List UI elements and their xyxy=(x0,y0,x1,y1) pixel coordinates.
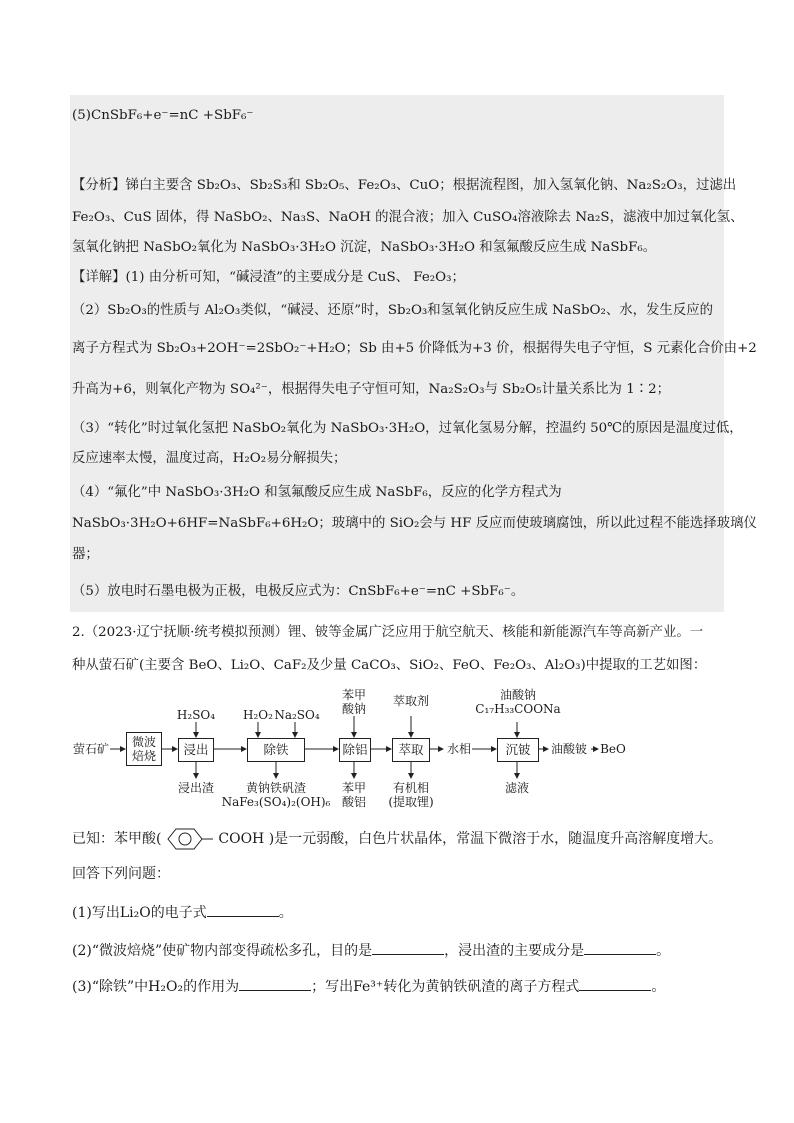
flow-box-remove-aluminum: 除铝 xyxy=(339,738,371,762)
q1-text-a: (1)写出 xyxy=(72,905,120,921)
analysis-line-3: 氢氧化钠把 NaSbO₂氧化为 NaSbO₃·3H₂O 沉淀，NaSbO₃·3H₂O 和氢氟酸反应生成 NaSbF₆。 xyxy=(72,240,657,255)
detail-line-9: 器； xyxy=(72,547,99,562)
output-leach-residue: 浸出渣 xyxy=(177,781,214,795)
flow-aqueous-phase: 水相 xyxy=(446,742,471,756)
q2-answer-blank-1[interactable] xyxy=(372,942,444,955)
q1-answer-blank[interactable] xyxy=(207,904,279,917)
flow-start-ore: 萤石矿 xyxy=(72,742,109,756)
q3-text-a: (3)“除铁”中 xyxy=(72,979,149,995)
input-h2o2: H₂O₂ xyxy=(243,708,273,722)
output-aluminum-benzoate: 苯甲酸铝 xyxy=(341,781,366,809)
detail-line-2: （2）Sb₂O₃的性质与 Al₂O₃类似，“碱浸、还原”时，Sb₂O₃和氢氧化钠反应生成 NaSbO₂、水，发生反应的 xyxy=(72,303,713,318)
output-organic-phase: 有机相 xyxy=(392,781,429,795)
analysis-line-2: Fe₂O₃、CuS 固体，得 NaSbO₂、Na₃S、NaOH 的混合液；加入 CuSO₄溶液除去 Na₂S，滤液中加过氧化氢、 xyxy=(72,210,744,225)
process-flowchart xyxy=(70,688,730,814)
answer-prompt: 回答下列问题： xyxy=(72,866,170,882)
input-oleate-formula: C₁₇H₃₃COONa xyxy=(475,702,561,716)
flow-beryllium-oleate: 油酸铍 xyxy=(550,742,587,756)
detail-line-6: 反应速率太慢，温度过高，H₂O₂易分解损失； xyxy=(72,451,347,466)
analysis-line-1: 【分析】锑白主要含 Sb₂O₃、Sb₂S₃和 Sb₂O₅、Fe₂O₃、CuO；根据流程图，加入氢氧化钠、Na₂S₂O₃，过滤出 xyxy=(72,178,737,193)
detail-line-7: （4）“氟化”中 NaSbO₃·3H₂O 和氢氟酸反应生成 NaSbF₆，反应的化学方程式为 xyxy=(72,485,562,500)
flow-box-precipitate-be: 沉铍 xyxy=(497,738,539,762)
detail-line-1: 【详解】(1) 由分析可知，“碱浸渣”的主要成分是 CuS、 Fe₂O₃； xyxy=(72,270,465,285)
input-na2so4: Na₂SO₄ xyxy=(274,708,320,722)
input-sodium-benzoate: 苯甲酸钠 xyxy=(341,688,366,716)
q3-text-c: ；写出Fe³⁺转化为黄钠铁矾渣的离子方程式 xyxy=(311,979,580,995)
q1-text-b: 的电子式 xyxy=(150,905,207,921)
question-intro-1: 2.（2023·辽宁抚顺·统考模拟预测）锂、铍等金属广泛应用于航空航天、核能和新能源汽车等高新产业。一 xyxy=(72,625,704,640)
detail-line-8: NaSbO₃·3H₂O+6HF=NaSbF₆+6H₂O；玻璃中的 SiO₂会与 HF 反应而使玻璃腐蚀，所以此过程不能选择玻璃仪 xyxy=(72,516,757,531)
output-jarosite-formula: NaFe₃(SO₄)₂(OH)₆ xyxy=(221,795,331,809)
output-jarosite-residue: 黄钠铁矾渣 xyxy=(245,781,306,795)
known-cooh: COOH xyxy=(218,831,265,847)
detail-line-10: （5）放电时石墨电极为正极，电极反应式为：CnSbF₆+e⁻=nC +SbF₆⁻。 xyxy=(72,584,525,599)
q2-text-b: ，浸出渣的主要成分是 xyxy=(444,943,585,959)
question-2 xyxy=(72,942,732,960)
output-filtrate: 滤液 xyxy=(504,781,529,795)
question-3 xyxy=(72,978,732,996)
flow-box-remove-iron: 除铁 xyxy=(247,738,305,762)
flow-box-extraction: 萃取 xyxy=(392,738,430,762)
q1-text-c: 。 xyxy=(278,905,293,921)
question-1 xyxy=(72,904,732,922)
q3-text-b: 的作用为 xyxy=(183,979,240,995)
input-sodium-oleate: 油酸钠 xyxy=(499,688,536,702)
q3-formula: H₂O₂ xyxy=(148,979,184,995)
input-h2so4: H₂SO₄ xyxy=(176,708,216,722)
flow-box-leach: 浸出 xyxy=(178,738,214,762)
detail-line-4: 升高为+6，则氧化产物为 SO₄²⁻，根据得失电子守恒可知，Na₂S₂O₃与 Sb₂O₅计量关系比为 1∶2； xyxy=(72,382,671,397)
detail-line-3: 离子方程式为 Sb₂O₃+2OH⁻=2SbO₂⁻+H₂O；Sb 由+5 价降低为+3 价，根据得失电子守恒，S 元素化合价由+2 xyxy=(72,341,757,356)
q3-answer-blank-2[interactable] xyxy=(579,978,651,991)
known-prefix: 已知：苯甲酸( xyxy=(72,831,162,847)
q2-text-c: 。 xyxy=(656,943,671,959)
flow-product-beo: BeO xyxy=(600,742,626,756)
benzene-ring-icon xyxy=(166,828,214,850)
q2-answer-blank-2[interactable] xyxy=(584,942,656,955)
answer-line-5: (5)CnSbF₆+e⁻=nC +SbF₆⁻ xyxy=(72,108,254,123)
output-extract-lithium: (提取锂) xyxy=(388,795,434,809)
input-extractant: 萃取剂 xyxy=(392,694,429,708)
flow-box-microwave-roast: 微波焙烧 xyxy=(126,732,162,766)
known-benzoic-acid xyxy=(72,828,732,850)
q1-formula: Li₂O xyxy=(119,905,151,921)
detail-line-5: （3）“转化”时过氧化氢把 NaSbO₂氧化为 NaSbO₃·3H₂O，过氧化氢易分解，控温约 50℃的原因是温度过低， xyxy=(72,421,743,436)
known-suffix: )是一元弱酸，白色片状晶体，常温下微溶于水，随温度升高溶解度增大。 xyxy=(268,831,723,847)
q3-text-d: 。 xyxy=(651,979,666,995)
q3-answer-blank-1[interactable] xyxy=(239,978,311,991)
q2-text-a: (2)“微波焙烧”使矿物内部变得疏松多孔，目的是 xyxy=(72,943,373,959)
question-intro-2: 种从萤石矿(主要含 BeO、Li₂O、CaF₂及少量 CaCO₃、SiO₂、FeO、Fe₂O₃、Al₂O₃)中提取的工艺如图： xyxy=(72,658,707,673)
